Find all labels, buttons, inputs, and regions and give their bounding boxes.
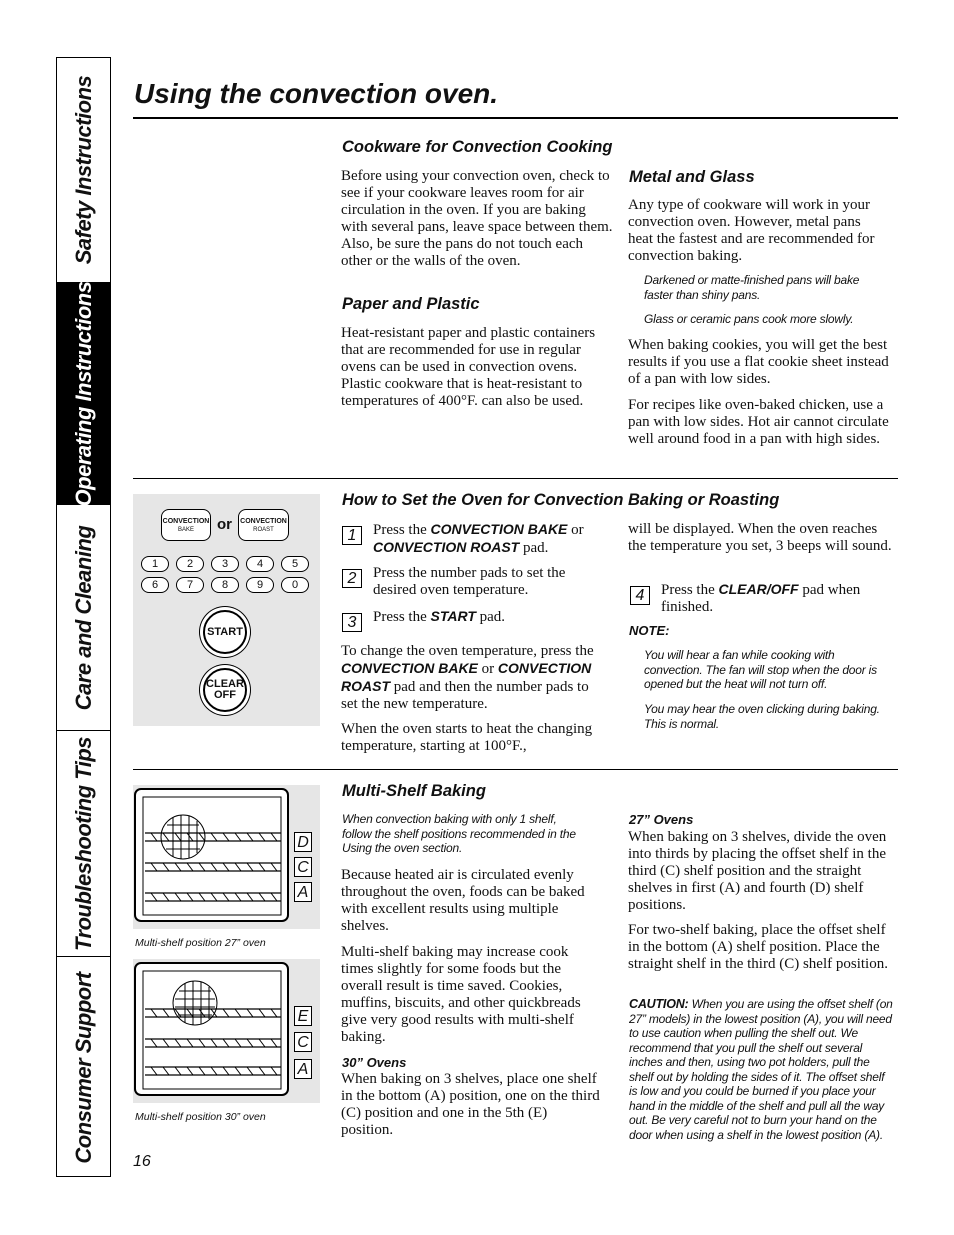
pad-name: CONVECTION BAKE [341,660,478,676]
paper-plastic-heading: Paper and Plastic [342,295,480,313]
pad-sublabel: OFF [214,689,236,701]
number-pad-5[interactable]: 5 [281,556,309,572]
multishelf-paragraph-2: Multi-shelf baking may increase cook times slightly for some foods but the overall result is time saved. Cookies, muffins, biscuits, and other quickbreads give very good results with multi-shelf baking. [341,944,581,1045]
multishelf-paragraph-1: Because heated air is circulated evenly throughout the oven, foods can be baked with excellent results using multiple shelves. [341,867,585,934]
cookware-heading: Cookware for Convection Cooking [342,138,613,156]
pad-name: CLEAR/OFF [718,581,799,597]
metal-note-2: Glass or ceramic pans cook more slowly. [644,312,854,326]
metal-paragraph-2: When baking cookies, you will get the best results if you use a flat cookie sheet instead of a pan with low sides. [628,337,889,387]
heat-text: When the oven starts to heat the changing temperature, starting at 100°F., [341,721,593,754]
multishelf-intro: When convection baking with only 1 shelf, follow the shelf positions recommended in the Using the oven section. [342,812,576,855]
shelf-position-label: C [294,857,312,877]
shelf-position-label: A [294,882,312,902]
section-divider [133,769,898,770]
page-number: 16 [133,1153,151,1170]
shelf-position-label: D [294,832,312,852]
text-run: or [567,522,584,538]
ovens-27-heading: 27” Ovens [629,812,694,827]
howto-heading: How to Set the Oven for Convection Baking or Roasting [342,491,780,509]
text-run: pad and then the number pads to set the new temperature. [341,679,589,712]
tab-care-and-cleaning[interactable] [57,505,110,731]
oven-figure-27 [133,785,320,929]
shelf-position-label: A [294,1059,312,1079]
oven-shelves-27-illustration [133,785,320,929]
step-number: 4 [630,586,650,605]
metal-glass-body: Any type of cookware will work in your convection oven. However, metal pans heat the fastest and are recommended for convection baking. [628,197,875,264]
caution-label: CAUTION: [629,997,689,1011]
sidebar-nav [56,57,111,1177]
shelf-position-label: C [294,1032,312,1052]
page-title: Using the convection oven. [134,78,499,109]
step-number: 1 [342,526,362,545]
text-run: pad when finished. [661,582,861,615]
step-2-text: Press the number pads to set the desired oven temperature. [373,565,566,598]
tab-operating-instructions[interactable] [57,283,110,505]
step-4-text [661,581,881,616]
title-rule [133,117,898,119]
tab-label: Consumer Support [70,971,96,1164]
figure-30-caption: Multi-shelf position 30” oven [135,1111,266,1123]
caution-text [629,997,895,1142]
oven-shelves-30-illustration [133,959,320,1103]
metal-glass-heading: Metal and Glass [629,168,755,186]
pad-name: CONVECTION ROAST [341,660,592,694]
tab-label: Safety Instructions [70,75,96,265]
number-pad-8[interactable]: 8 [211,577,239,593]
text-run: pad. [519,540,549,556]
tab-safety-instructions[interactable] [57,58,110,283]
text-run: Press the [373,522,431,538]
metal-note-1: Darkened or matte-finished pans will bake faster than shiny pans. [644,273,860,302]
text-run: To change the oven temperature, press the [341,643,594,659]
ovens-30-text: When baking on 3 shelves, place one shelf in the bottom (A) position, one on the third (C) position and one in the 5th (E) position. [341,1071,600,1138]
number-pad-2[interactable]: 2 [176,556,204,572]
text-run: pad. [475,609,506,625]
text-run: or [477,661,498,677]
pad-name: CONVECTION BAKE [430,521,568,537]
pad-sublabel: BAKE [177,527,194,533]
tab-label: Troubleshooting Tips [70,736,96,951]
number-pad-6[interactable]: 6 [141,577,169,593]
pad-label: CONVECTION [240,518,287,525]
ovens-27-two-shelf-text: For two-shelf baking, place the offset shelf in the bottom (A) shelf position. Place the straight shelf in the third (C) shelf position. [628,922,888,972]
ovens-27-text: When baking on 3 shelves, divide the oven into thirds by placing the offset shelf in the third (C) shelf position and the straight shelves in first (A) and fourth (D) shelf positions. [628,829,887,913]
step-number: 2 [342,569,362,588]
paper-plastic-body: Heat-resistant paper and plastic containers that are recommended for use in regular ovens can be used in convection ovens. Plastic cookware that is heat-resistant to temperatures of 400°F. can also be used. [341,325,596,409]
pad-label: CONVECTION [162,518,210,525]
step-1-text [373,521,603,557]
convection-roast-pad[interactable] [238,509,289,541]
number-pad-9[interactable]: 9 [246,577,274,593]
step-number: 3 [342,613,362,632]
pad-name: CONVECTION ROAST [373,539,520,555]
number-pad-1[interactable]: 1 [141,556,169,572]
text-run: Press the [661,582,719,598]
text-run: When you are using the offset shelf (on 27” models) in the lowest position (A), you will need to use caution when pulling the shelf out. We recommend that you pull the shelf out several inches and then, using two pot holders, pull the shelf out by holding the sides of it. The offset shelf is low and you could be burned if you place your hand in the middle of the shelf and pull all the way out. Be very careful not to burn your hand on the door when using a shelf in the lowest position (A). [629,997,893,1142]
text-run: Press the [373,609,431,625]
clear-off-pad[interactable] [203,668,247,712]
tab-consumer-support[interactable] [57,957,110,1178]
pad-name: START [430,608,476,624]
shelf-position-label: E [294,1006,312,1026]
cookware-body: Before using your convection oven, check to see if your cookware leaves room for air circulation in the oven. If you are baking with several pans, leave space between them. Also, be sure the pans do not touch each other or the walls of the oven. [341,168,613,269]
tab-troubleshooting-tips[interactable] [57,731,110,957]
note-1: You will hear a fan while cooking with convection. The fan will stop when the door is opened but the heat will not turn off. [644,648,877,691]
or-label: or [217,516,232,533]
heat-text-continued: will be displayed. When the oven reaches the temperature you set, 3 beeps will sound. [628,521,892,554]
number-pad-3[interactable]: 3 [211,556,239,572]
change-temp-text [341,643,603,713]
figure-27-caption: Multi-shelf position 27” oven [135,937,266,949]
multishelf-heading: Multi-Shelf Baking [342,782,486,800]
pad-label: CLEAR [206,678,244,690]
ovens-30-heading: 30” Ovens [342,1055,407,1070]
number-pad-0[interactable]: 0 [281,577,309,593]
section-divider [133,478,898,479]
tab-label: Care and Cleaning [70,525,96,710]
pad-sublabel: ROAST [253,527,274,533]
number-pad-4[interactable]: 4 [246,556,274,572]
start-pad[interactable]: START [203,610,247,654]
note-2: You may hear the oven clicking during baking. This is normal. [644,702,880,731]
step-3-text [373,608,603,626]
note-label: NOTE: [629,623,670,638]
tab-label: Operating Instructions [70,281,96,506]
oven-figure-30 [133,959,320,1103]
convection-bake-pad[interactable] [161,509,211,541]
control-panel-illustration [133,494,320,726]
number-pad-7[interactable]: 7 [176,577,204,593]
metal-paragraph-3: For recipes like oven-baked chicken, use a pan with low sides. Hot air cannot circulate well around food in a pan with high sides. [628,397,889,447]
